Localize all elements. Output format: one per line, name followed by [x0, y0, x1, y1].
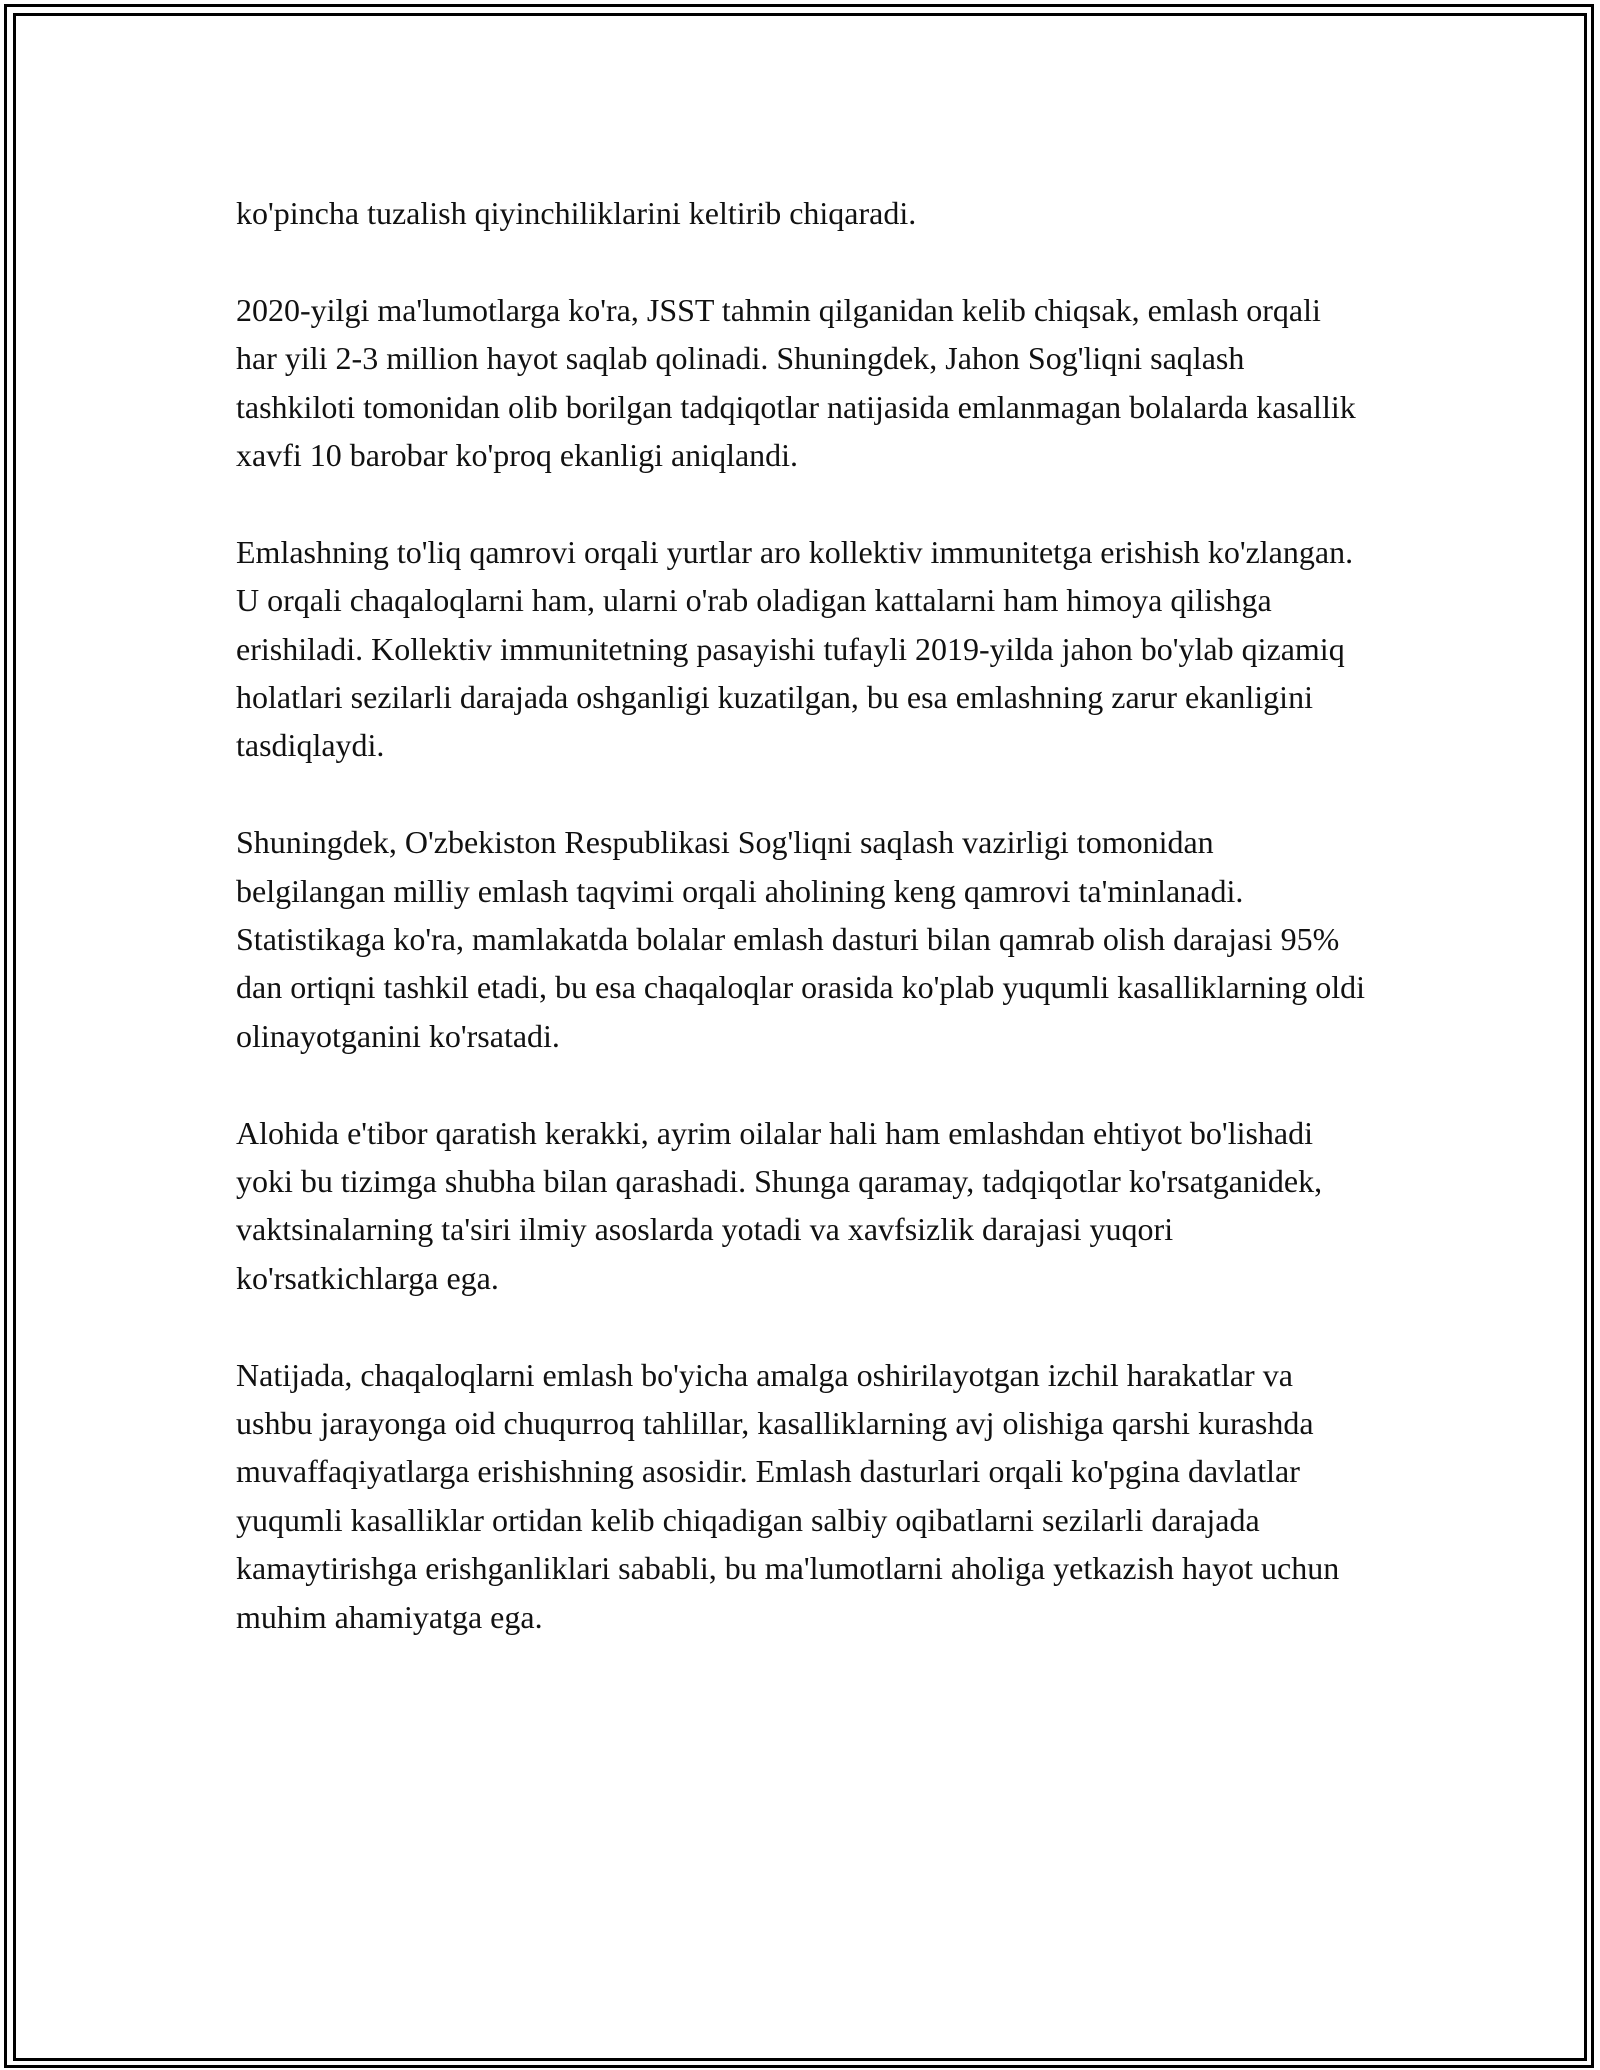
- paragraph-4: Shuningdek, O'zbekiston Respublikasi Sog'liqni saqlash vazirligi tomonidan belgilangan milliy emlash taqvimi orqali aholining keng qamrovi ta'minlanadi. Statistikaga ko'ra, mamlakatda bolalar emlash dasturi bilan qamrab olish darajasi 95% dan ortiqni tashkil etadi, bu esa chaqaloqlar orasida ko'plab yuqumli kasalliklarning oldi olinayotganini ko'rsatadi.: [236, 824, 1366, 1054]
- paragraph-2: 2020-yilgi ma'lumotlarga ko'ra, JSST tahmin qilganidan kelib chiqsak, emlash orqali har yili 2-3 million hayot saqlab qolinadi. Shuningdek, Jahon Sog'liqni saqlash tashkiloti tomonidan olib borilgan tadqiqotlar natijasida emlanmagan bolalarda kasallik xavfi 10 barobar ko'proq ekanligi aniqlandi.: [236, 291, 1356, 474]
- document-body: [236, 189, 1366, 1690]
- paragraph-6: Natijada, chaqaloqlarni emlash bo'yicha amalga oshirilayotgan izchil harakatlar va ushbu jarayonga oid chuqurroq tahlillar, kasalliklarning avj olishiga qarshi kurashda muvaffaqiyatlarga erishishning asosidir. Emlash dasturlari orqali ko'pgina davlatlar yuqumli kasalliklar ortidan kelib chiqadigan salbiy oqibatlarni sezilarli darajada kamaytirishga erishganliklari sababli, bu ma'lumotlarni aholiga yetkazish hayot uchun muhim ahamiyatga ega.: [236, 1356, 1340, 1635]
- paragraph-3: Emlashning to'liq qamrovi orqali yurtlar aro kollektiv immunitetga erishish ko'zlangan. U orqali chaqaloqlarni ham, ularni o'rab oladigan kattalarni ham himoya qilishga erishiladi. Kollektiv immunitetning pasayishi tufayli 2019-yilda jahon bo'ylab qizamiq holatlari sezilarli darajada oshganligi kuzatilgan, bu esa emlashning zarur ekanligini tasdiqlaydi.: [236, 533, 1354, 764]
- paragraph-5: Alohida e'tibor qaratish kerakki, ayrim oilalar hali ham emlashdan ehtiyot bo'lishadi yoki bu tizimga shubha bilan qarashadi. Shunga qaramay, tadqiqotlar ko'rsatganidek, vaktsinalarning ta'siri ilmiy asoslarda yotadi va xavfsizlik darajasi yuqori ko'rsatkichlarga ega.: [236, 1114, 1323, 1296]
- paragraph-1: ko'pincha tuzalish qiyinchiliklarini keltirib chiqaradi.: [236, 195, 917, 231]
